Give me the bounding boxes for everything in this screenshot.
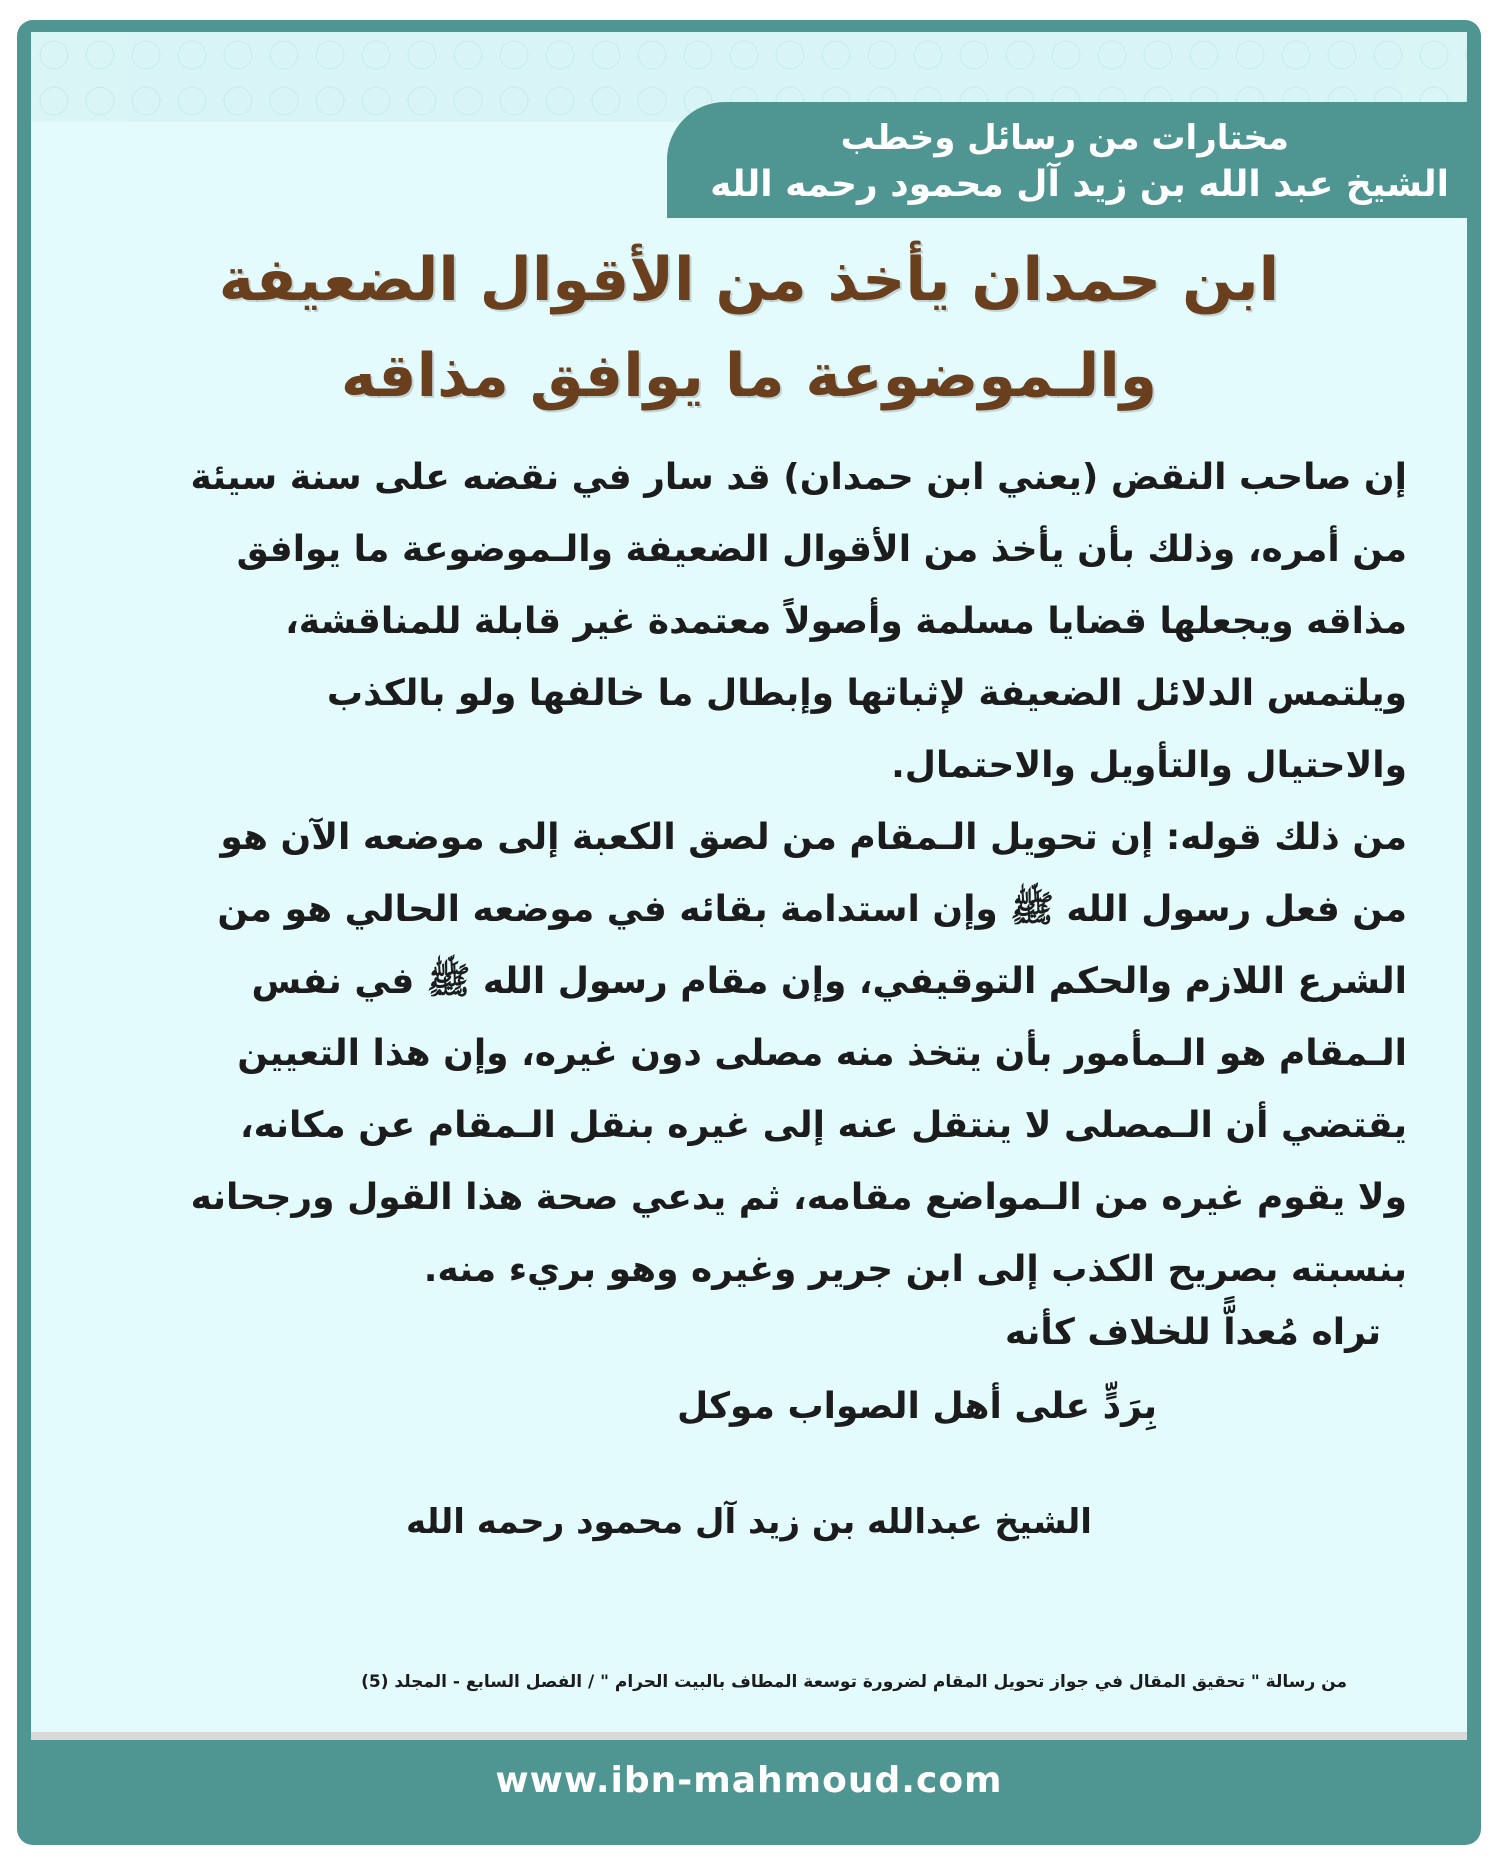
- poem-verse-line-2: بِرَدٍّ على أهل الصواب موكل: [676, 1386, 1157, 1427]
- author-signature: الشيخ عبدالله بن زيد آل محمود رحمه الله: [406, 1502, 1092, 1542]
- body-line: بنسبته بصريح الكذب إلى ابن جرير وغيره وهو بريء منه.: [423, 1249, 1407, 1290]
- body-line: مذاقه ويجعلها قضايا مسلمة وأصولاً معتمدة غير قابلة للمناقشة،: [285, 601, 1407, 642]
- article-title-line-1: ابن حمدان يأخذ من الأقوال الضعيفة: [218, 245, 1280, 315]
- body-line: من فعل رسول الله ﷺ وإن استدامة بقائه في موضعه الحالي هو من: [217, 889, 1407, 930]
- body-line: ولا يقوم غيره من الـمواضع مقامه، ثم يدعي صحة هذا القول ورجحانه: [190, 1177, 1407, 1218]
- poem-verse-line-1: تراه مُعداًّ للخلاف كأنه: [1005, 1312, 1381, 1353]
- body-line: إن صاحب النقض (يعني ابن حمدان) قد سار في نقضه على سنة سيئة: [190, 457, 1407, 498]
- body-line: من ذلك قوله: إن تحويل الـمقام من لصق الكعبة إلى موضعه الآن هو: [220, 817, 1407, 858]
- source-citation: من رسالة " تحقيق المقال في جواز تحويل المقام لضرورة توسعة المطاف بالبيت الحرام " / الفصل السابع - المجلد (5): [361, 1672, 1347, 1692]
- website-link[interactable]: www.ibn-mahmoud.com: [495, 1760, 1003, 1801]
- series-header: [667, 102, 1467, 218]
- content-panel: [31, 32, 1467, 1732]
- body-line: يقتضي أن الـمصلى لا ينتقل عنه إلى غيره بنقل الـمقام عن مكانه،: [239, 1105, 1407, 1146]
- body-line: الـمقام هو الـمأمور بأن يتخذ منه مصلى دون غيره، وإن هذا التعيين: [237, 1033, 1407, 1074]
- body-line: ويلتمس الدلائل الضعيفة لإثباتها وإبطال ما خالفها ولو بالكذب: [326, 673, 1407, 714]
- footer-divider: [31, 1732, 1467, 1740]
- body-line: الشرع اللازم والحكم التوقيفي، وإن مقام رسول الله ﷺ في نفس: [251, 961, 1407, 1002]
- content-card: [17, 20, 1481, 1845]
- article-title: [91, 232, 1407, 424]
- article-title-line-2: والـموضوعة ما يوافق مذاقه: [340, 341, 1158, 411]
- article-body: [151, 442, 1407, 1306]
- body-line: والاحتيال والتأويل والاحتمال.: [891, 745, 1407, 786]
- series-title: مختارات من رسائل وخطب: [840, 118, 1289, 158]
- body-line: من أمره، وذلك بأن يأخذ من الأقوال الضعيفة والـموضوعة ما يوافق: [236, 529, 1407, 570]
- series-author: الشيخ عبد الله بن زيد آل محمود رحمه الله: [710, 164, 1449, 205]
